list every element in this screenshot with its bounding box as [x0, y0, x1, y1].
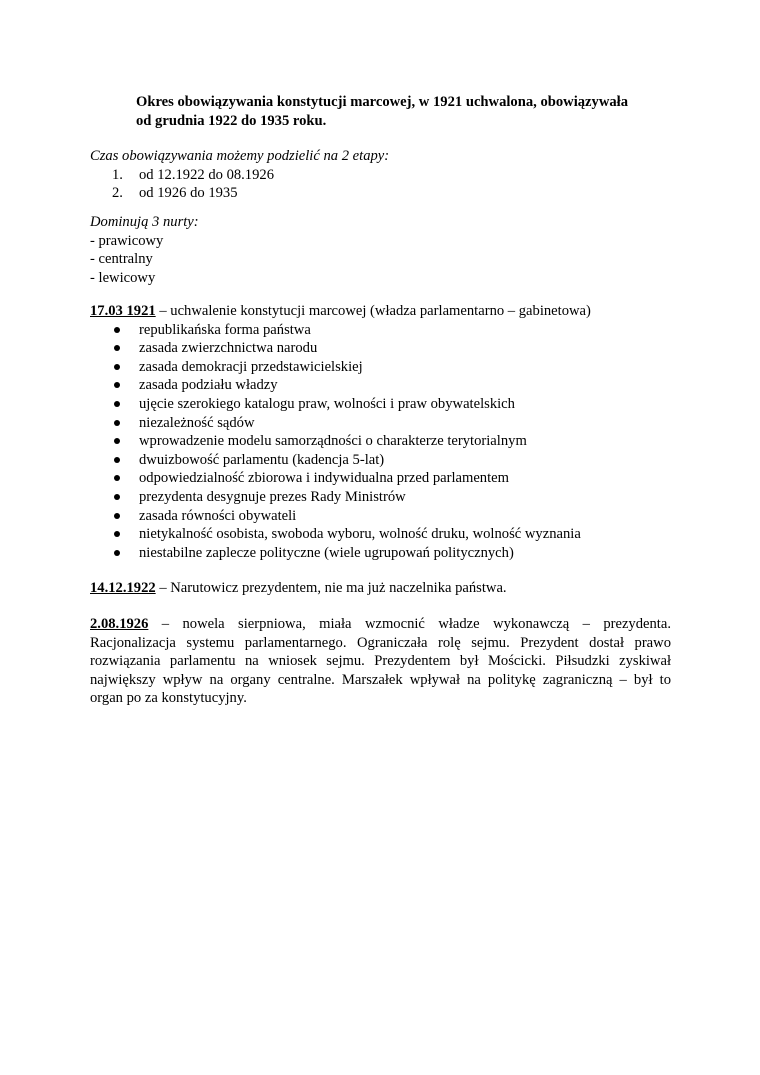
current-item: - lewicowy: [90, 269, 156, 286]
constitution-heading: [90, 302, 672, 321]
title-line-2: od grudnia 1922 do 1935 roku.: [136, 112, 327, 129]
list-item: [90, 358, 672, 377]
bullet-icon: [114, 345, 120, 351]
list-item-text: niestabilne zaplecze polityczne (wiele ugrupowań politycznych): [139, 544, 514, 561]
list-item-text: wprowadzenie modelu samorządności o charakterze terytorialnym: [139, 433, 527, 450]
list-item: [90, 507, 672, 526]
constitution-section: [90, 302, 672, 562]
list-item: [90, 432, 672, 451]
stages-intro: Czas obowiązywania możemy podzielić na 2 etapy:: [90, 148, 390, 164]
list-item-text: nietykalność osobista, swoboda wyboru, wolność druku, wolność wyznania: [139, 526, 581, 543]
novella-line-2: Racjonalizacja systemu parlamentarnego. Ograniczała rolę sejmu. Prezydent dostał prawo: [90, 634, 671, 651]
stage-item-2: [90, 184, 672, 203]
list-item-text: prezydenta desygnuje prezes Rady Ministrów: [139, 488, 406, 505]
list-item: [90, 376, 672, 395]
novella-line-5: organ po za konstytucyjny.: [90, 690, 247, 707]
list-item-text: republikańska forma państwa: [139, 321, 311, 338]
narutowicz-text: – Narutowicz prezydentem, nie ma już naczelnika państwa.: [155, 580, 507, 596]
stage-item-number: 1.: [112, 166, 123, 183]
novella-line-1: [90, 615, 671, 634]
list-item: [90, 544, 672, 563]
currents-intro: Dominują 3 nurty:: [90, 214, 199, 230]
list-item-text: niezależność sądów: [139, 414, 255, 431]
list-item-text: ujęcie szerokiego katalogu praw, wolności i praw obywatelskich: [139, 395, 515, 412]
list-item-text: zasada równości obywateli: [139, 507, 297, 524]
narutowicz-paragraph: [90, 579, 672, 598]
title-line-1: Okres obowiązywania konstytucji marcowej, w 1921 uchwalona, obowiązywała: [136, 94, 629, 110]
list-item: [90, 451, 672, 470]
constitution-text: – uchwalenie konstytucji marcowej (władza parlamentarno – gabinetowa): [155, 303, 591, 319]
bullet-icon: [114, 494, 120, 500]
bullet-icon: [114, 475, 120, 481]
bullet-icon: [114, 457, 120, 463]
list-item-text: zasada podziału władzy: [139, 377, 278, 394]
current-item: - prawicowy: [90, 232, 164, 249]
novella-date: 2.08.1926: [90, 616, 149, 632]
bullet-icon: [114, 327, 120, 333]
current-item: - centralny: [90, 251, 153, 268]
list-item: [90, 321, 672, 340]
bullet-icon: [114, 550, 120, 556]
stage-item-text: od 1926 do 1935: [139, 185, 238, 202]
novella-line-3: rozwiązania parlamentu na wniosek sejmu. Prezydentem był Mościcki. Piłsudzki zyskiwał: [90, 653, 671, 670]
novella-section: [90, 615, 671, 708]
list-item: [90, 525, 672, 544]
narutowicz-section: [90, 579, 672, 598]
list-item: [90, 395, 672, 414]
list-item-text: zasada zwierzchnictwa narodu: [139, 340, 318, 357]
list-item: [90, 414, 672, 433]
bullet-icon: [114, 401, 120, 407]
novella-text-1: – nowela sierpniowa, miała wzmocnić władze wykonawczą – prezydenta.: [148, 616, 671, 632]
list-item: [90, 469, 672, 488]
bullet-icon: [114, 438, 120, 444]
currents-section: [90, 213, 672, 287]
bullet-icon: [114, 513, 120, 519]
bullet-icon: [114, 420, 120, 426]
list-item: [90, 339, 672, 358]
list-item-text: odpowiedzialność zbiorowa i indywidualna przed parlamentem: [139, 470, 509, 487]
bullet-icon: [114, 382, 120, 388]
stages-section: [90, 147, 672, 203]
stage-item-1: [90, 166, 672, 185]
list-item: [90, 488, 672, 507]
stage-item-number: 2.: [112, 185, 123, 202]
novella-line-4: największy wpływ na organy centralne. Marszałek wpływał na politykę zagraniczną – był to: [90, 671, 671, 688]
constitution-principles-list: [90, 321, 672, 563]
list-item-text: dwuizbowość parlamentu (kadencja 5-lat): [139, 451, 385, 468]
stage-item-text: od 12.1922 do 08.1926: [139, 166, 274, 183]
constitution-date: 17.03 1921: [90, 303, 156, 319]
narutowicz-date: 14.12.1922: [90, 580, 156, 596]
document-title: [136, 93, 676, 130]
bullet-icon: [114, 364, 120, 370]
list-item-text: zasada demokracji przedstawicielskiej: [139, 358, 363, 375]
bullet-icon: [114, 531, 120, 537]
